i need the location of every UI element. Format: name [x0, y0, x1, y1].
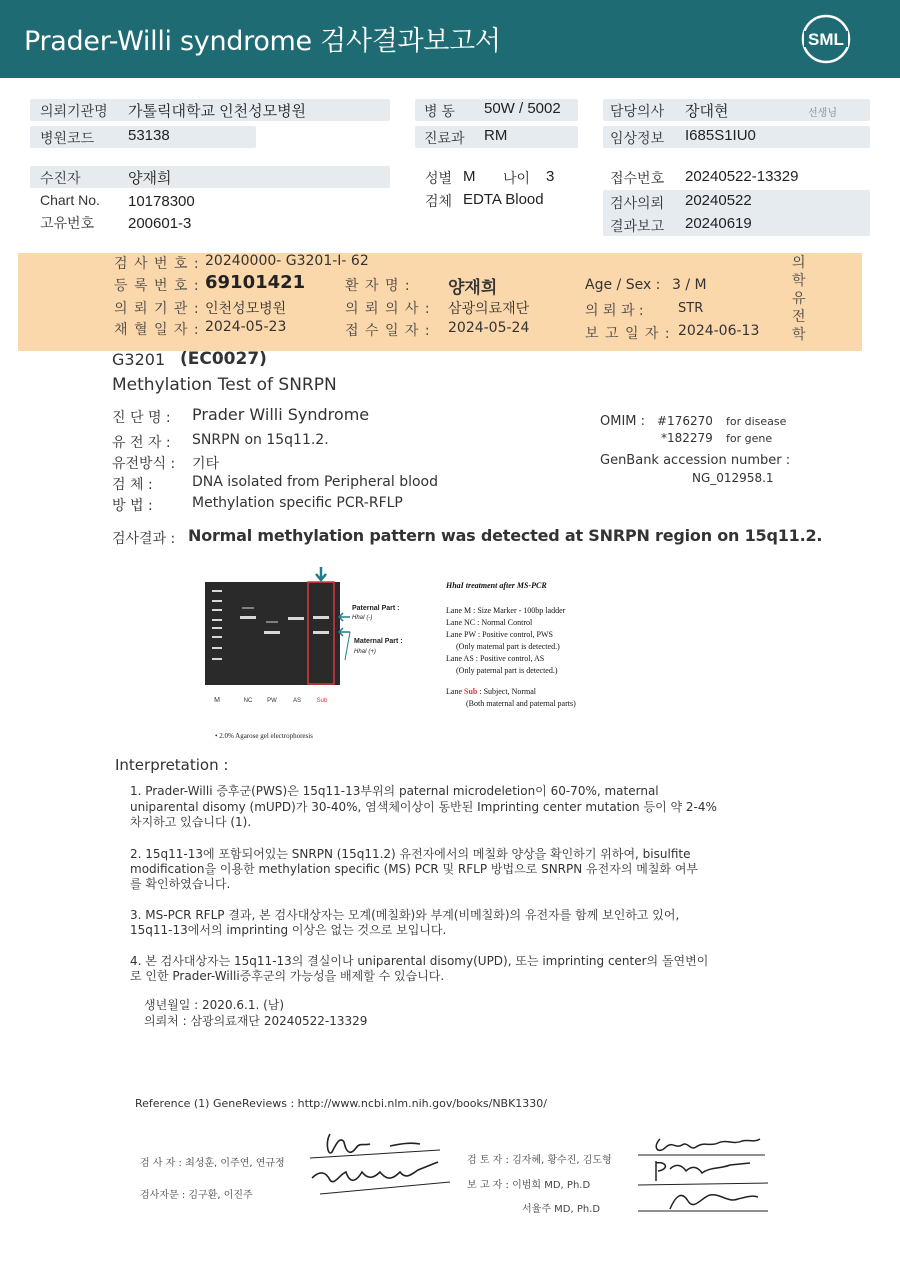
ward-value: 50W / 5002	[484, 100, 561, 117]
interp-line: 를 확인하였습니다.	[130, 877, 231, 891]
age-label: 나이	[503, 170, 531, 186]
legend-subject: Lane Sub : Subject, Normal	[446, 687, 537, 696]
reference: Reference (1) GeneReviews : http://www.ncbi.nlm.nih.gov/books/NBK1330/	[135, 1097, 548, 1110]
receipt-no-label: 접수번호	[610, 170, 665, 186]
department-label: 진료과	[424, 130, 465, 146]
birth-date: 생년월일 : 2020.6.1. (남)	[144, 998, 285, 1012]
unique-no-value: 200601-3	[128, 215, 192, 232]
logo-text: SML	[808, 30, 844, 49]
diagnosis-value: Prader Willi Syndrome	[192, 405, 370, 424]
gene-value: SNRPN on 15q11.2.	[192, 432, 329, 448]
institution-value: 가톨릭대학교 인천성모병원	[128, 103, 307, 120]
test-name: Methylation Test of SNRPN	[112, 375, 337, 395]
maternal-sub: HhaI (+)	[354, 649, 376, 655]
inheritance-label: 유전방식 :	[112, 456, 176, 472]
arrow-left-icon	[339, 613, 350, 621]
gene-label: 유 전 자 :	[112, 435, 171, 451]
lane-label-sub: Sub	[316, 698, 328, 704]
client-info: 의뢰처 : 삼광의료재단 20240522-13329	[144, 1014, 368, 1028]
method-label: 방 법 :	[112, 498, 153, 514]
ref-dept-label: 의 뢰 과 :	[585, 303, 644, 319]
omim-label: OMIM :	[600, 414, 646, 429]
doctor-label: 담당의사	[610, 103, 665, 119]
ward-label: 병 동	[424, 103, 455, 119]
interp-line: 1. Prader-Willi 증후군(PWS)은 15q11-13부위의 paternal microdeletion이 60-70%, maternal	[130, 784, 659, 798]
clinical-info-label: 임상정보	[610, 130, 665, 146]
maternal-label: Maternal Part :	[354, 638, 403, 645]
method-value: Methylation specific PCR-RFLP	[192, 495, 403, 511]
tester-signature	[300, 1122, 450, 1200]
inheritance-value: 기타	[192, 456, 220, 472]
chart-no-value: 10178300	[128, 193, 195, 210]
test-code: G3201	[112, 350, 166, 369]
receipt-no-value: 20240522-13329	[685, 168, 799, 185]
patient-label: 수진자	[40, 170, 81, 186]
reg-no-value: 69101421	[205, 272, 306, 293]
legend-list: Lane M : Size Marker - 100bp ladder Lane NC : Normal Control Lane PW : Positive control, PWS (Only maternal part is detected.) Lane AS : Positive control, AS (Only paternal part is detected.)	[446, 606, 566, 675]
receive-date-label: 접 수 일 자 :	[345, 323, 431, 339]
ref-doctor-value: 삼광의료재단	[448, 301, 530, 317]
collect-date-label: 채 혈 일 자 :	[114, 322, 200, 338]
specimen2-value: DNA isolated from Peripheral blood	[192, 474, 439, 490]
genbank-label: GenBank accession number :	[600, 453, 791, 468]
department-value: RM	[484, 127, 508, 144]
ref-doctor-label: 의 뢰 의 사 :	[345, 301, 431, 317]
ref-dept-value: STR	[678, 301, 704, 316]
omim-gene-id: *182279	[661, 431, 713, 445]
tester-list: 검 사 자 : 최성훈, 이주연, 연규정	[140, 1158, 285, 1169]
hospital-code-value: 53138	[128, 127, 170, 144]
request-date-label: 검사의뢰	[610, 195, 665, 211]
age-value: 3	[546, 168, 555, 185]
sex-value: M	[463, 168, 476, 185]
legend-subject-note: (Both maternal and paternal parts)	[466, 699, 576, 708]
age-sex-value: 3 / M	[672, 277, 707, 293]
interp-line: 로 인한 Prader-Willi증후군의 가능성을 배제할 수 있습니다.	[130, 969, 445, 983]
unique-no-label: 고유번호	[40, 215, 95, 231]
test-code-ec: (EC0027)	[180, 349, 267, 369]
arrow-down-icon	[316, 567, 326, 580]
legend-title: HhaI treatment after MS-PCR	[446, 581, 547, 590]
specimen2-label: 검 체 :	[112, 477, 153, 493]
lane-label: PW	[267, 698, 277, 704]
report-date2-value: 2024-06-13	[678, 323, 760, 339]
paternal-label: Paternal Part :	[352, 605, 400, 612]
patient-value: 양재희	[128, 170, 172, 187]
reviewer-list: 검 토 자 : 김자혜, 황수진, 김도형	[467, 1155, 612, 1166]
chart-no-label: Chart No.	[40, 192, 100, 208]
request-date-value: 20240522	[685, 192, 752, 209]
receive-date-value: 2024-05-24	[448, 320, 530, 336]
patient-name-value: 양재희	[448, 278, 498, 298]
reg-no-label: 등 록 번 호 :	[114, 278, 200, 294]
hospital-code-label: 병원코드	[40, 130, 95, 146]
ref-inst-label: 의 뢰 기 관 :	[114, 301, 200, 317]
sml-logo	[798, 13, 854, 65]
arrow-left-icon	[339, 628, 350, 636]
paternal-sub: HhaI (-)	[352, 615, 373, 621]
clinical-info-value: I685S1IU0	[685, 127, 756, 144]
specimen-label: 검체	[425, 193, 453, 209]
reviewer-signature	[630, 1125, 775, 1220]
dept-vertical-label: 의 학 유 전 학	[792, 255, 806, 343]
reporter2: 서율주 MD, Ph.D	[522, 1204, 601, 1215]
sex-label: 성별	[425, 170, 453, 186]
doctor-value: 장대현	[685, 103, 729, 120]
omim-gene-note: for gene	[726, 432, 773, 445]
collect-date-value: 2024-05-23	[205, 319, 287, 335]
lane-label: M	[214, 697, 220, 704]
patient-row	[30, 166, 390, 188]
test-no-label: 검 사 번 호 :	[114, 256, 200, 272]
interp-line: 3. MS-PCR RFLP 결과, 본 검사대상자는 모계(메칠화)와 부계(비메칠화)의 유전자를 함께 보인하고 있어,	[130, 908, 680, 922]
advisor-list: 검사자문 : 김구환, 이진주	[140, 1190, 253, 1201]
test-no-value: 20240000- G3201-I- 62	[205, 253, 369, 269]
patient-name-label: 환 자 명 :	[345, 278, 411, 294]
interp-line: 15q11-13에서의 imprinting 이상은 없는 것으로 보입니다.	[130, 923, 447, 937]
age-sex-label: Age / Sex :	[585, 277, 661, 293]
interpretation-title: Interpretation :	[115, 756, 229, 774]
reporter-list: 보 고 자 : 이범희 MD, Ph.D	[467, 1180, 591, 1191]
interp-line: 차지하고 있습니다 (1).	[130, 815, 252, 829]
lane-label: NC	[243, 698, 253, 704]
gel-note: • 2.0% Agarose gel electrophoresis	[215, 732, 313, 740]
result-value: Normal methylation pattern was detected at SNRPN region on 15q11.2.	[188, 526, 823, 545]
ref-inst-value: 인천성모병원	[205, 301, 287, 317]
result-label: 검사결과 :	[112, 531, 176, 547]
lane-label: AS	[292, 698, 302, 704]
omim-disease-id: #176270	[657, 414, 713, 428]
diagnosis-label: 진 단 명 :	[112, 410, 171, 426]
institution-label: 의뢰기관명	[40, 103, 108, 119]
omim-disease-note: for disease	[726, 415, 787, 428]
interp-line: uniparental disomy (mUPD)가 30-40%, 염색체이상이 동반된 Imprinting center mutation 등이 약 2-4%	[130, 800, 717, 814]
interp-line: 4. 본 검사대상자는 15q11-13의 결실이나 uniparental disomy(UPD), 또는 imprinting center의 돌연변이	[130, 954, 709, 968]
report-date-label: 결과보고	[610, 218, 665, 234]
page-title: Prader-Willi syndrome 검사결과보고서	[24, 26, 501, 57]
report-date2-label: 보 고 일 자 :	[585, 326, 671, 342]
specimen-value: EDTA Blood	[463, 191, 544, 208]
interp-line: modification을 이용한 methylation specific (MS) PCR 및 RFLP 방법으로 SNRPN 유전자의 메칠화 여부	[130, 862, 699, 876]
genbank-value: NG_012958.1	[692, 471, 774, 485]
report-date-value: 20240619	[685, 215, 752, 232]
doctor-suffix: 선생님	[808, 108, 837, 119]
interp-line: 2. 15q11-13에 포함되어있는 SNRPN (15q11.2) 유전자에서의 메칠화 양상을 확인하기 위하여, bisulfite	[130, 847, 691, 861]
